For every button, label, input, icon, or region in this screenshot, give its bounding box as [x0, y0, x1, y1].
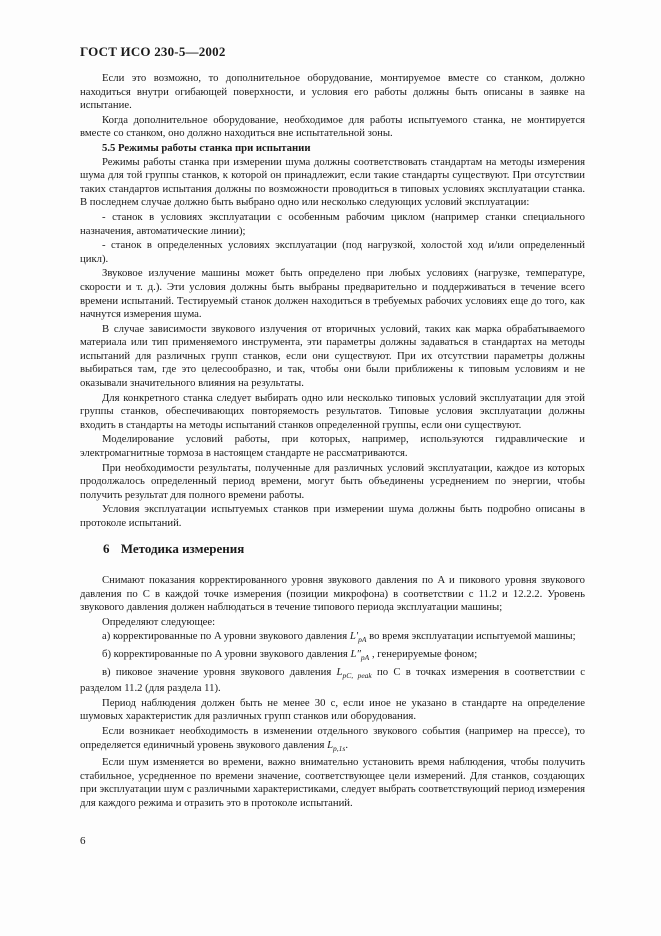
- standard-header: ГОСТ ИСО 230-5—2002: [80, 44, 226, 59]
- list-item-a: а) корректированные по A уровни звукового давления $L'_{pA}$ во время эксплуатации испытуемой машины;: [102, 630, 576, 645]
- paragraph: Условия эксплуатации испытуемых станков при измерении шума должны быть подробно описаны в протоколе испытаний.: [80, 503, 585, 529]
- paragraph: Когда дополнительное оборудование, необходимое для работы испытуемого станка, не монтируется вместе со станком, оно должно находиться вне испытательной зоны.: [80, 113, 585, 140]
- paragraph: При необходимости результаты, полученные для различных условий эксплуатации, каждое из которых продолжалось определенный период времени, могут быть объединены усреднением по энергии, чтобы получить результат для полного времени работы.: [80, 461, 585, 501]
- paragraph: В случае зависимости звукового излучения от вторичных условий, таких как марка обрабатываемого материала или тип применяемого инструмента, эти параметры должны задаваться в стандартах на методы испытаний для различных групп станков, если они существуют. При их отсутствии параметры должны выбираться там, где это целесообразно, и так, чтобы они были приближены к типовым условиям и не оказывали значительного влияния на результаты.: [80, 322, 585, 390]
- paragraph: Если возникает необходимость в изменении отдельного звукового события (например на прессе), то определяется единичный уровень звукового давления $L_{p,1s}$.: [80, 724, 585, 753]
- page-number: 6: [80, 835, 86, 847]
- paragraph: Моделирование условий работы, при которых, например, используются гидравлические и электромагнитные тормоза в настоящем стандарте не рассматриваются.: [80, 433, 585, 460]
- list-item-b: б) корректированные по A уровни звукового давления $L''_{pA}$ , генерируемые фоном;: [102, 647, 478, 662]
- paragraph: Если это возможно, то дополнительное оборудование, монтируемое вместе со станком, должно находиться внутри огибающей поверхности, и условия его работы должны быть описаны в заявке на испытание.: [80, 72, 585, 112]
- section-6-text: [80, 574, 585, 812]
- section-number: 6: [103, 541, 110, 556]
- paragraph: Определяют следующее:: [102, 615, 216, 628]
- section-5-text: [80, 72, 585, 532]
- paragraph: Период наблюдения должен быть не менее 30 с, если иное не указано в стандарте на определение шумовых характеристик для различных групп станков или оборудования.: [80, 696, 585, 723]
- section-6-heading: [103, 541, 244, 557]
- paragraph: - станок в условиях эксплуатации с особенным рабочим циклом (например станки специального назначения, автоматические линии);: [80, 210, 585, 237]
- section-title: Методика измерения: [120, 541, 245, 556]
- paragraph: Если шум изменяется во времени, важно внимательно установить время наблюдения, чтобы получить стабильное, усредненное по времени значение, соответствующее цели измерений. Для станков, создающих при эксплуатации шум с различными характеристиками, следует выбрать соответствующий период измерения для каждого режима и отразить это в протоколе испытаний.: [80, 756, 585, 809]
- subsection-heading: 5.5 Режимы работы станка при испытании: [102, 141, 311, 154]
- paragraph: - станок в определенных условиях эксплуатации (под нагрузкой, холостой ход и/или определенный цикл).: [80, 239, 585, 265]
- paragraph: Режимы работы станка при измерении шума должны соответствовать стандартам на методы измерения шума для той группы станков, к которой он принадлежит, если такие стандарты существуют. При отсутствии таких стандартов испытания должны по возможности проводиться в типовых условиях эксплуатации станка. В последнем случае должно быть выбрано одно или несколько следующих условий эксплуатации:: [80, 155, 585, 209]
- list-item-c: в) пиковое значение уровня звукового давления $L_{pC, peak}$ по C в точках измерения в соответствии с разделом 11.2 (для раздела 11).: [80, 665, 585, 695]
- paragraph: Для конкретного станка следует выбирать одно или несколько типовых условий эксплуатации для этой группы станков, обеспечивающих повторяемость результатов. Типовые условия эксплуатации должны входить в стандарты на методы испытаний станков определенной группы, если они существуют.: [80, 391, 585, 431]
- paragraph: Снимают показания корректированного уровня звукового давления по A и пикового уровня звукового давления по C в каждой точке измерения (позиции микрофона) в соответствии с 11.2 и 12.2.2. Уровень звукового давления должен наблюдаться в течение типового периода эксплуатации машины;: [80, 574, 585, 614]
- paragraph: Звуковое излучение машины может быть определено при любых условиях (нагрузке, температуре, скорости и т. д.). Эти условия должны быть выбраны предварительно и поддерживаться в течение всего времени испытаний. Тестируемый станок должен находиться в требуемых рабочих условиях еще до того, как начнутся измерения шума.: [80, 267, 585, 321]
